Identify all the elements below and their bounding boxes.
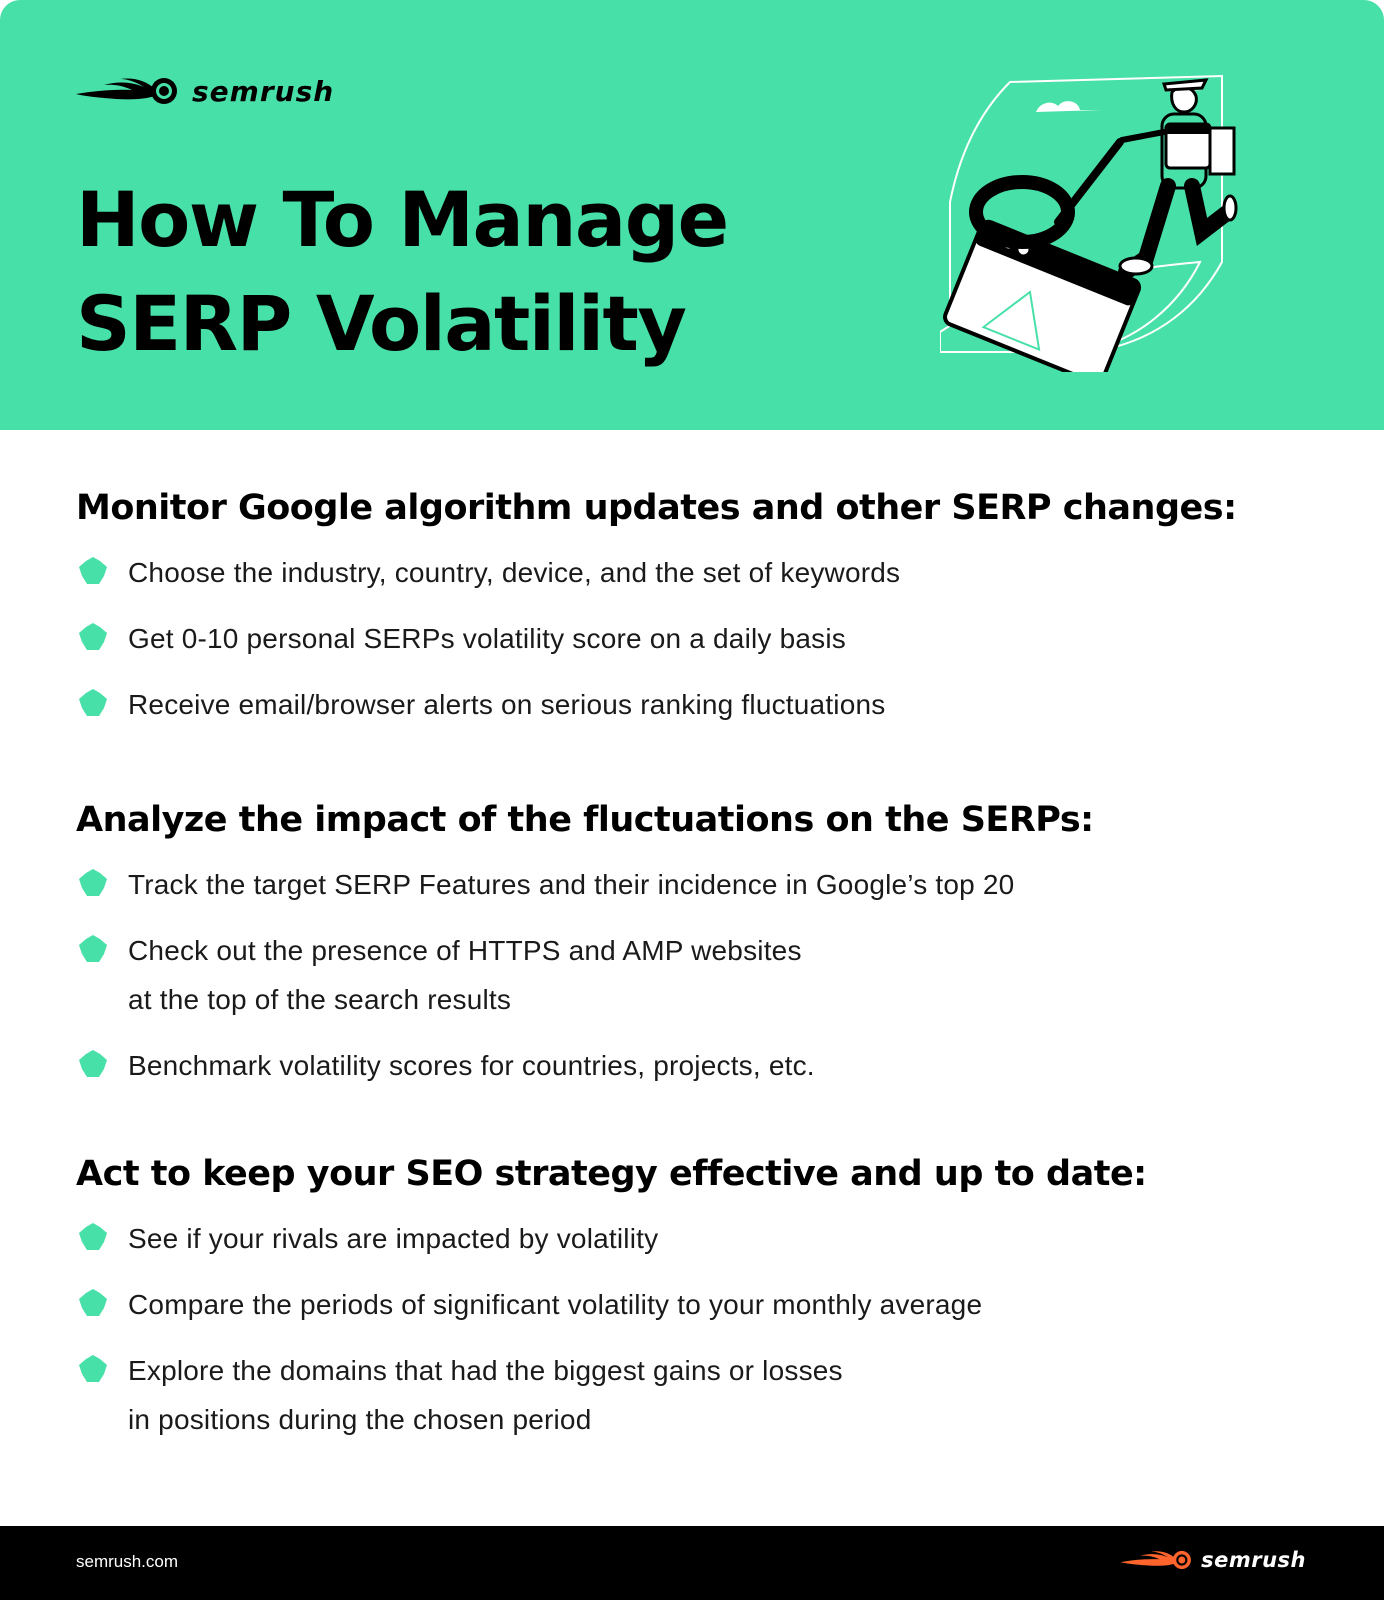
person-with-magnifier-icon [940, 62, 1280, 372]
star-bullet-icon [76, 932, 110, 966]
page-title [76, 168, 836, 376]
star-bullet-icon [76, 620, 110, 654]
list-item-text: Receive email/browser alerts on serious ranking fluctuations [128, 689, 886, 720]
hero-banner [0, 0, 1384, 430]
footer-logo-wordmark: semrush [1201, 1548, 1306, 1572]
title-line-2: SERP Volatility [76, 279, 686, 368]
list-item-text: Compare the periods of significant volatility to your monthly average [128, 1289, 983, 1320]
footer-bar [0, 1526, 1384, 1600]
section-act [76, 1146, 1147, 1461]
star-bullet-icon [76, 686, 110, 720]
title-line-1: How To Manage [76, 175, 728, 264]
footer-semrush-logo [1119, 1548, 1306, 1572]
list-item-text: Track the target SERP Features and their incidence in Google’s top 20 [128, 869, 1015, 900]
list-item-text: Benchmark volatility scores for countries, projects, etc. [128, 1050, 815, 1081]
star-bullet-icon [76, 1352, 110, 1386]
semrush-flame-icon [74, 74, 180, 108]
star-bullet-icon [76, 866, 110, 900]
section-heading: Analyze the impact of the fluctuations on the SERPs: [76, 800, 1094, 840]
star-bullet-icon [76, 1220, 110, 1254]
list-item [76, 1346, 1147, 1444]
section-heading: Act to keep your SEO strategy effective and up to date: [76, 1154, 1147, 1194]
section-analyze [76, 792, 1094, 1107]
star-bullet-icon [76, 554, 110, 588]
list-item [76, 1280, 1147, 1329]
star-bullet-icon [76, 1286, 110, 1320]
list-item [76, 926, 1094, 1024]
section-heading: Monitor Google algorithm updates and other SERP changes: [76, 488, 1237, 528]
list-item-text: Get 0-10 personal SERPs volatility score on a daily basis [128, 623, 846, 654]
list-item-text: Explore the domains that had the biggest gains or losses in positions during the chosen period [128, 1355, 843, 1435]
list-item [76, 680, 1237, 729]
list-item-text: Check out the presence of HTTPS and AMP websites at the top of the search results [128, 935, 802, 1015]
list-item-text: Choose the industry, country, device, and the set of keywords [128, 557, 901, 588]
list-item-text: See if your rivals are impacted by volatility [128, 1223, 659, 1254]
semrush-logo [74, 74, 334, 108]
bullet-list [76, 548, 1237, 729]
bullet-list [76, 860, 1094, 1090]
bullet-list [76, 1214, 1147, 1444]
list-item [76, 548, 1237, 597]
section-monitor [76, 480, 1237, 746]
list-item [76, 1214, 1147, 1263]
list-item [76, 860, 1094, 909]
list-item [76, 614, 1237, 663]
list-item [76, 1041, 1094, 1090]
footer-url[interactable]: semrush.com [76, 1552, 179, 1571]
semrush-flame-icon [1119, 1548, 1193, 1572]
star-bullet-icon [76, 1047, 110, 1081]
logo-wordmark: semrush [192, 74, 335, 108]
